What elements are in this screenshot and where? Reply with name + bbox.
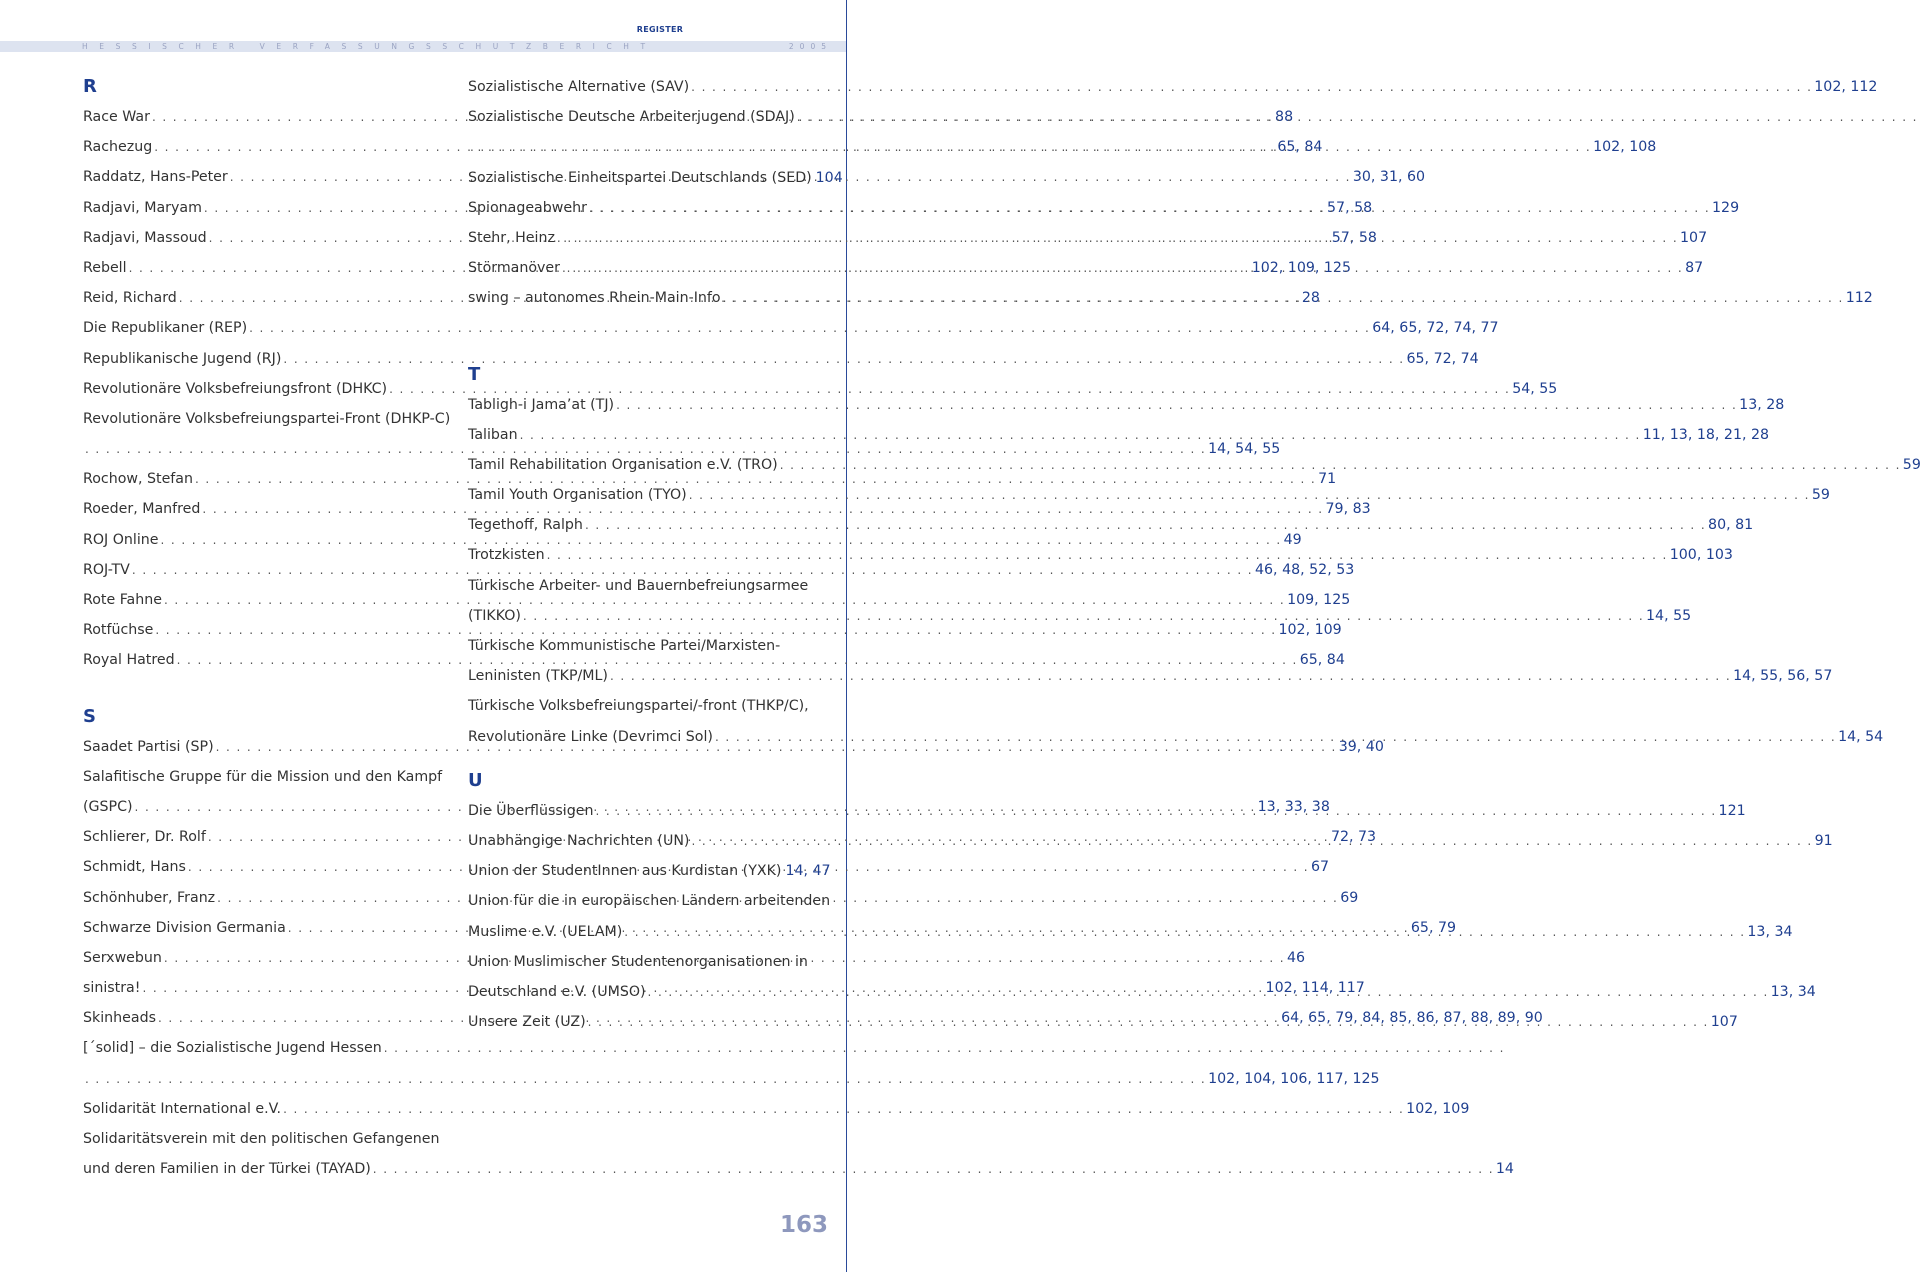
entry-name: Roeder, Manfred — [83, 501, 201, 518]
dot-leader — [523, 601, 1644, 631]
entry-pages: 91 — [1814, 832, 1833, 849]
entry-pages: 14, 55, 56, 57 — [1733, 668, 1833, 685]
entry-pages: 67 — [1311, 859, 1330, 876]
entry-name: Solidarität International e.V. — [83, 1100, 282, 1117]
dot-leader — [557, 223, 1678, 253]
entry-name: Solidaritätsverein mit den politischen Gefangenen — [83, 1131, 440, 1147]
entry-name: Revolutionäre Linke (Devrimci Sol) — [468, 728, 713, 745]
dot-leader — [691, 826, 1812, 856]
dot-leader — [797, 102, 1918, 132]
dot-leader — [585, 510, 1706, 540]
entry-pages: 54, 55 — [1512, 380, 1558, 397]
entry-name: Race War — [83, 109, 150, 125]
dot-leader — [589, 193, 1710, 223]
entry-pages: 69 — [1340, 889, 1359, 906]
entry-name: Royal Hatred — [83, 652, 175, 669]
index-entry — [468, 163, 843, 193]
entry-pages: 13, 34 — [1747, 923, 1793, 940]
dot-leader — [723, 283, 1844, 313]
section-heading-t: T — [468, 363, 481, 385]
dot-leader — [283, 1094, 1404, 1124]
dot-leader — [373, 1154, 1494, 1184]
entry-name: Sozialistische Einheitspartei Deutschlands (SED) — [468, 169, 812, 186]
dot-leader — [610, 661, 1731, 691]
entry-pages: 109, 125 — [1287, 592, 1351, 608]
entry-pages: 102, 109 — [1406, 1100, 1470, 1117]
dot-leader — [547, 540, 1668, 570]
section-label: REGISTER — [636, 25, 684, 34]
entry-name: Union für die in europäischen Ländern arbeitenden — [468, 893, 831, 910]
entry-name: Rachezug — [83, 139, 153, 156]
entry-name: Muslime e.V. (UELAM) — [468, 923, 623, 940]
index-entry — [83, 1094, 1470, 1124]
entry-pages: 87 — [1685, 260, 1704, 277]
entry-name: Schwarze Division Germania — [83, 919, 286, 936]
entry-pages: 64, 65, 72, 74, 77 — [1372, 320, 1499, 337]
section-gap — [468, 752, 828, 766]
running-header-band — [0, 41, 846, 52]
entry-pages: 11, 13, 18, 21, 28 — [1642, 426, 1770, 443]
index-entry — [468, 886, 831, 916]
entry-name: Deutschland e.V. (UMSO) — [468, 983, 646, 1000]
entry-name: Unsere Zeit (UZ) — [468, 1014, 586, 1031]
entry-name: Rote Fahne — [83, 592, 162, 608]
entry-pages: 102, 109, 125 — [1251, 259, 1351, 276]
index-entry — [468, 947, 828, 977]
entry-name: Revolutionäre Volksbefreiungspartei-Front (DHKP-C) — [83, 410, 451, 427]
entry-pages: 39, 40 — [1338, 738, 1384, 755]
entry-name: Union Muslimischer Studentenorganisationen in — [468, 953, 808, 970]
entry-name: Störmanöver — [468, 260, 560, 277]
entry-pages: 79, 83 — [1325, 501, 1371, 518]
entry-name: Republikanische Jugend (RJ) — [83, 350, 282, 367]
index-entry — [83, 1064, 1380, 1094]
entry-pages: 46 — [1287, 949, 1306, 966]
entry-name: Union der StudentInnen aus Kurdistan (YXK) — [468, 863, 782, 880]
entry-pages: 14, 55 — [1646, 607, 1692, 624]
entry-name: Stehr, Heinz — [468, 229, 555, 246]
entry-pages: 65, 84 — [1299, 652, 1345, 669]
entry-pages: 65, 84 — [1277, 139, 1323, 156]
page-number: 163 — [779, 1212, 828, 1238]
entry-name: Türkische Arbeiter- und Bauernbefreiungsarmee — [468, 577, 809, 594]
index-entry — [83, 1154, 1514, 1184]
entry-name: sinistra! — [83, 980, 141, 997]
dot-leader — [562, 253, 1683, 283]
entry-name: Tegethoff, Ralph — [468, 517, 583, 534]
running-title: HESSISCHER VERFASSUNGSSCHUTZBERICHT — [82, 42, 657, 51]
entry-name: Rebell — [83, 259, 127, 276]
dot-leader — [689, 480, 1810, 510]
index-entry — [468, 856, 831, 886]
entry-name: [´solid] – die Sozialistische Jugend Hessen — [83, 1040, 382, 1057]
entry-pages: 100, 103 — [1669, 547, 1733, 564]
dot-leader — [384, 1033, 1505, 1063]
entry-name: Die Überflüssigen — [468, 802, 594, 819]
entry-pages: 104 — [815, 169, 843, 186]
entry-pages: 102, 108 — [1593, 139, 1657, 156]
entry-name: und deren Familien in der Türkei (TAYAD) — [83, 1161, 371, 1178]
entry-pages: 102, 112 — [1814, 79, 1878, 95]
entry-name: Tamil Rehabilitation Organisation e.V. (TRO) — [468, 456, 778, 473]
entry-name: Schmidt, Hans — [83, 859, 186, 876]
entry-name: Radjavi, Massoud — [83, 229, 207, 246]
dot-leader — [85, 1064, 1206, 1094]
running-year: 2005 — [788, 42, 832, 51]
entry-pages: 14, 54, 55 — [1208, 441, 1281, 458]
section-heading-s: S — [83, 705, 96, 727]
entry-pages: 102, 114, 117 — [1265, 980, 1365, 997]
entry-pages: 13, 28 — [1739, 396, 1785, 413]
entry-pages: 59 — [1811, 487, 1830, 504]
entry-pages: 64, 65, 79, 84, 85, 86, 87, 88, 89, 90 — [1281, 1010, 1543, 1027]
entry-name: Raddatz, Hans-Peter — [83, 169, 228, 186]
entry-name: Unabhängige Nachrichten (UN) — [468, 832, 690, 849]
entry-name: Rochow, Stefan — [83, 471, 193, 488]
entry-pages: 129 — [1712, 199, 1740, 216]
entry-name: ROJ Online — [83, 531, 159, 548]
dot-leader — [283, 344, 1404, 374]
dot-leader — [624, 917, 1745, 947]
entry-pages: 28 — [1301, 290, 1320, 307]
entry-name: Schlierer, Dr. Rolf — [83, 829, 206, 846]
entry-name: Die Republikaner (REP) — [83, 320, 248, 337]
index-entry — [468, 390, 1785, 420]
entry-name: Sozialistische Alternative (SAV) — [468, 79, 690, 95]
section-heading-u: U — [468, 769, 483, 791]
index-entry — [83, 374, 1558, 404]
dot-leader — [470, 132, 1591, 162]
dot-leader — [648, 977, 1769, 1007]
entry-name: Saadet Partisi (SP) — [83, 738, 214, 755]
entry-name: (TIKKO) — [468, 607, 521, 624]
index-entry — [83, 132, 1323, 162]
entry-name: Schönhuber, Franz — [83, 889, 216, 906]
entry-pages: 14, 47 — [785, 863, 831, 880]
entry-name: Leninisten (TKP/ML) — [468, 668, 608, 685]
entry-name: Rotfüchse — [83, 622, 154, 639]
entry-name: Tamil Youth Organisation (TYO) — [468, 487, 687, 504]
entry-name: Tabligh-i Jama’at (TJ) — [468, 396, 615, 413]
entry-name: Skinheads — [83, 1010, 156, 1027]
entry-pages: 59 — [1902, 456, 1921, 473]
entry-pages: 112 — [1845, 290, 1873, 307]
entry-name: Trotzkisten — [468, 547, 545, 564]
dot-leader — [616, 390, 1737, 420]
entry-pages: 71 — [1318, 471, 1337, 488]
index-entry — [83, 313, 1499, 343]
entry-name: Reid, Richard — [83, 290, 177, 307]
index-entry — [83, 762, 443, 792]
entry-pages: 49 — [1283, 531, 1302, 548]
entry-pages: 65, 79 — [1410, 919, 1457, 936]
entry-pages: 80, 81 — [1708, 517, 1754, 534]
entry-pages: 57, 58 — [1327, 199, 1373, 216]
entry-name: (GSPC) — [83, 798, 133, 815]
entry-name: Taliban — [468, 426, 518, 443]
entry-pages: 13, 34 — [1770, 983, 1816, 1000]
entry-pages: 107 — [1680, 229, 1708, 246]
entry-pages: 30, 31, 60 — [1352, 169, 1426, 186]
entry-name: Radjavi, Maryam — [83, 199, 202, 216]
entry-pages: 102, 104, 106, 117, 125 — [1208, 1070, 1380, 1087]
entry-name: Sozialistische Deutsche Arbeiterjugend (SDAJ) — [468, 109, 795, 126]
section-heading-r: R — [83, 76, 97, 97]
entry-pages: 65, 72, 74 — [1406, 350, 1479, 367]
entry-name: Revolutionäre Volksbefreiungsfront (DHKC) — [83, 380, 388, 397]
index-entry — [468, 661, 1833, 691]
entry-pages: 107 — [1710, 1014, 1738, 1031]
entry-name: ROJ-TV — [83, 561, 130, 578]
entry-pages: 88 — [1275, 109, 1294, 125]
entry-pages: 13, 33, 38 — [1257, 798, 1330, 815]
index-entry — [83, 404, 451, 434]
index-entry — [468, 72, 1878, 102]
dot-leader — [520, 420, 1641, 450]
entry-name: Türkische Kommunistische Partei/Marxisten- — [468, 638, 781, 654]
entry-name: Serxwebun — [83, 949, 162, 966]
dot-leader — [715, 722, 1836, 752]
entry-pages: 57, 58 — [1331, 229, 1377, 246]
index-entry — [468, 691, 828, 721]
section-gap — [468, 314, 828, 360]
dot-leader — [588, 1007, 1709, 1037]
entry-pages: 14, 54 — [1838, 728, 1884, 745]
entry-name: Türkische Volksbefreiungspartei/-front (THKP/C), — [468, 698, 809, 715]
index-entry — [468, 571, 828, 601]
index-entry — [83, 344, 1479, 374]
entry-pages: 14 — [1495, 1161, 1514, 1178]
entry-pages: 46, 48, 52, 53 — [1255, 561, 1355, 578]
index-entry — [468, 102, 828, 132]
dot-leader — [595, 796, 1716, 826]
entry-pages: 102, 109 — [1278, 622, 1342, 639]
entry-name: swing – autonomes Rhein-Main-Info — [468, 290, 721, 307]
dot-leader — [780, 450, 1901, 480]
entry-pages: 72, 73 — [1330, 829, 1377, 846]
index-entry — [83, 1124, 443, 1154]
entry-name: Spionageabwehr — [468, 199, 587, 216]
dot-leader — [691, 72, 1812, 102]
section-gap — [83, 676, 443, 702]
index-entry — [468, 631, 828, 661]
index-entry — [83, 1033, 443, 1063]
entry-name: Salafitische Gruppe für die Mission und den Kampf — [83, 768, 443, 785]
entry-pages: 121 — [1718, 802, 1746, 819]
